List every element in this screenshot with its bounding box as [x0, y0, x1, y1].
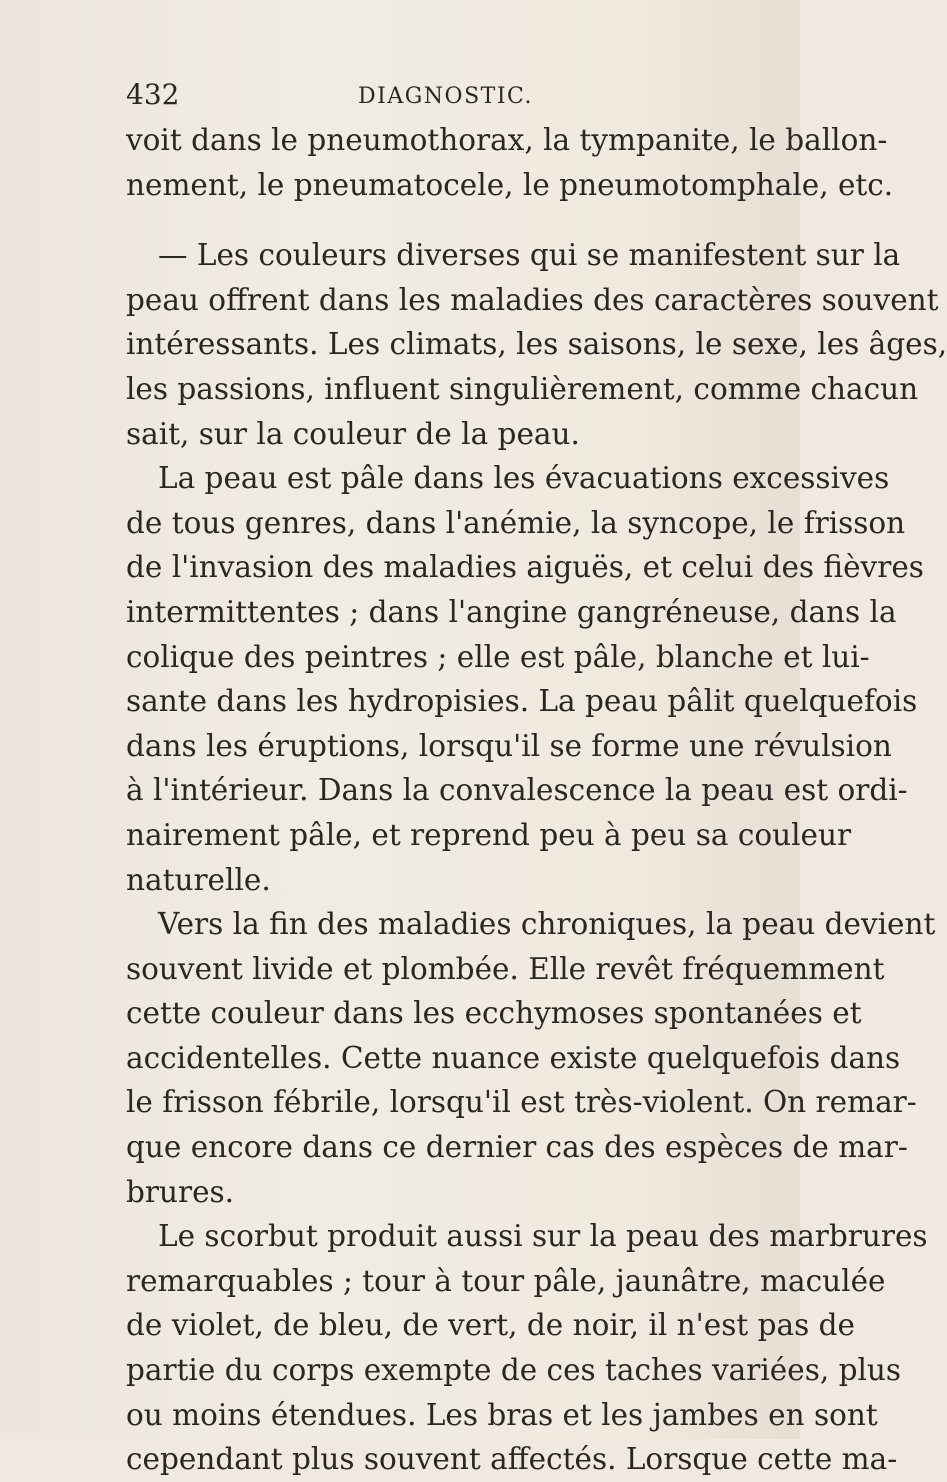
text-line: de l'invasion des maladies aiguës, et celui des fièvres: [126, 550, 924, 585]
page-header: [126, 78, 686, 118]
text-line: naturelle.: [126, 862, 271, 897]
text-line: que encore dans ce dernier cas des espèces de mar-: [126, 1130, 908, 1165]
running-title: DIAGNOSTIC.: [358, 84, 534, 109]
text-line: peau offrent dans les maladies des caractères souvent: [126, 282, 939, 317]
text-line: Vers la fin des maladies chroniques, la peau devient: [158, 907, 936, 942]
text-line: brures.: [126, 1174, 235, 1209]
text-line: accidentelles. Cette nuance existe quelquefois dans: [126, 1040, 901, 1075]
text-line: Le scorbut produit aussi sur la peau des marbrures: [158, 1219, 928, 1254]
text-line: cependant plus souvent affectés. Lorsque cette ma-: [126, 1442, 898, 1477]
text-line: partie du corps exempte de ces taches variées, plus: [126, 1353, 902, 1388]
text-line: ou moins étendues. Les bras et les jambes en sont: [126, 1397, 878, 1432]
body-text: [126, 118, 947, 1482]
text-line: souvent livide et plombée. Elle revêt fréquemment: [126, 951, 885, 986]
text-line: de violet, de bleu, de vert, de noir, il n'est pas de: [126, 1308, 855, 1343]
text-line: les passions, influent singulièrement, comme chacun: [126, 371, 919, 406]
text-line: La peau est pâle dans les évacuations excessives: [158, 461, 890, 496]
text-line: remarquables ; tour à tour pâle, jaunâtre, maculée: [126, 1263, 886, 1298]
text-line: sait, sur la couleur de la peau.: [126, 416, 580, 451]
text-line: — Les couleurs diverses qui se manifestent sur la: [158, 238, 901, 273]
page-number: 432: [126, 78, 180, 111]
text-line: colique des peintres ; elle est pâle, blanche et lui-: [126, 639, 870, 674]
text-line: sante dans les hydropisies. La peau pâlit quelquefois: [126, 684, 918, 719]
text-line: intermittentes ; dans l'angine gangréneuse, dans la: [126, 594, 897, 629]
text-line: de tous genres, dans l'anémie, la syncope, le frisson: [126, 505, 906, 540]
text-line: cette couleur dans les ecchymoses spontanées et: [126, 996, 862, 1031]
text-line: le frisson fébrile, lorsqu'il est très-violent. On remar-: [126, 1085, 917, 1120]
text-line: intéressants. Les climats, les saisons, le sexe, les âges,: [126, 327, 947, 362]
text-line: nement, le pneumatocele, le pneumotomphale, etc.: [126, 167, 894, 202]
text-line: à l'intérieur. Dans la convalescence la peau est ordi-: [126, 773, 908, 808]
text-line: voit dans le pneumothorax, la tympanite, le ballon-: [126, 123, 888, 157]
text-line: nairement pâle, et reprend peu à peu sa couleur: [126, 817, 852, 852]
text-line: dans les éruptions, lorsqu'il se forme une révulsion: [126, 728, 892, 763]
